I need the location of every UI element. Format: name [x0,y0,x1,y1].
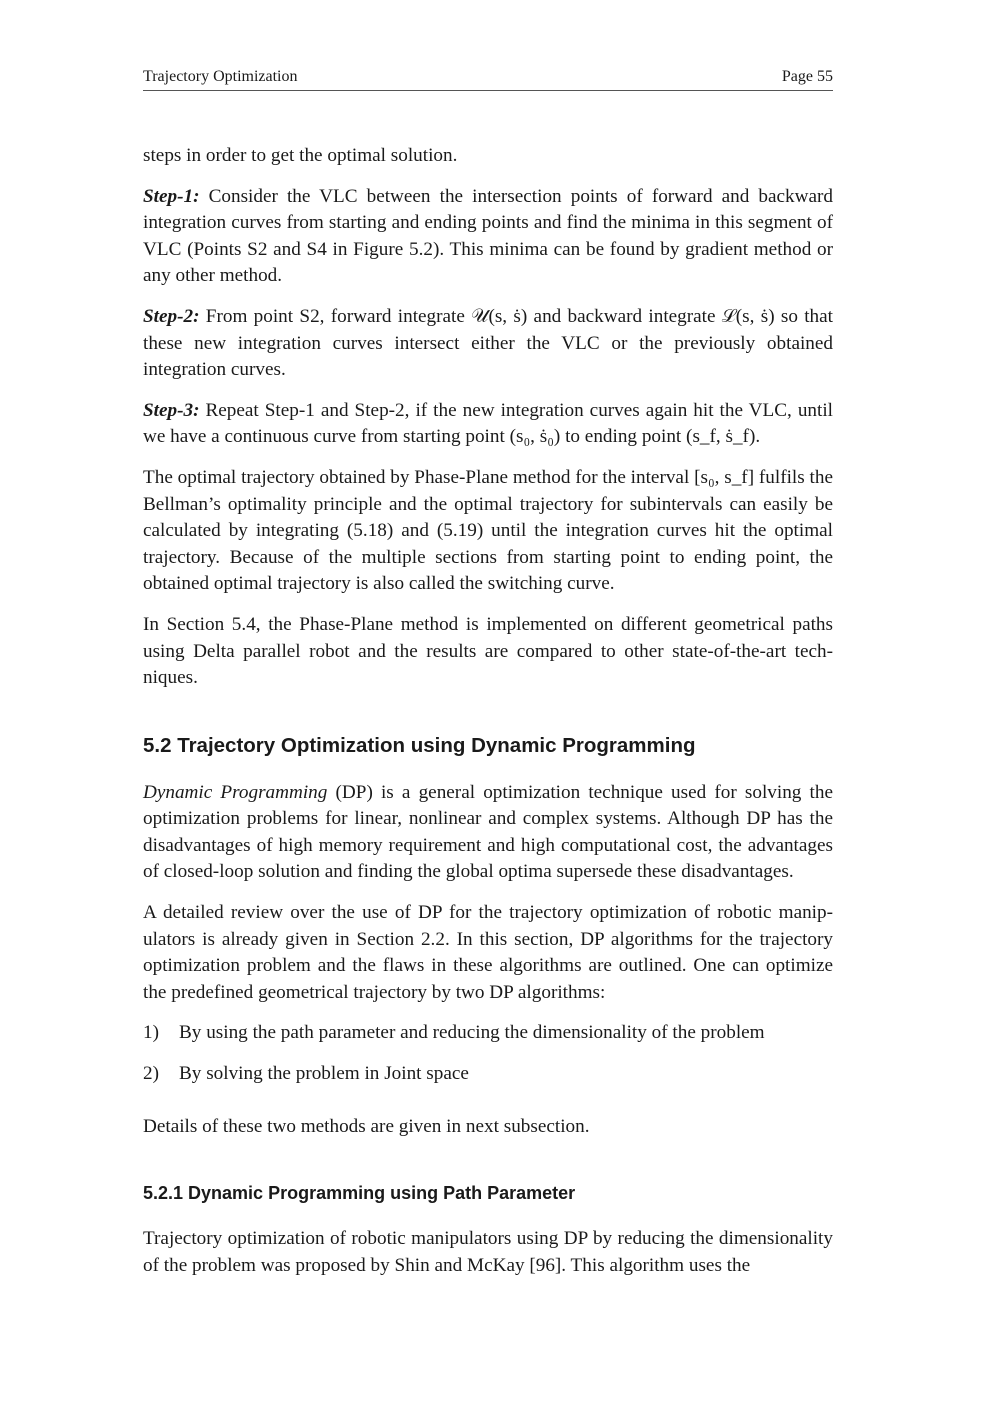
list-item-number: 2) [143,1063,159,1085]
subsection-paragraph: Trajectory optimization of robotic manipulators using DP by reducing the dimensionality of the problem was proposed by Shin and McKay [96]. This algorithm uses the [143,1228,833,1276]
list-item-number: 1) [143,1022,159,1044]
step-2-paragraph [143,304,833,384]
list-item [143,1061,833,1088]
step-3-paragraph [143,398,833,451]
section-heading: 5.2 Trajectory Optimization using Dynamic Programming [143,733,696,757]
header-title: Trajectory Optimization [143,68,298,85]
step-1-text: Consider the VLC between the intersection points of forward and backward integration curves from starting and ending points and find the minima in this segment of VLC (Points S2 and S4 in Figure 5.2). This minima can be found by gradient method or any other method. [143,185,833,287]
body-text [143,143,833,1293]
details-paragraph: Details of these two methods are given in next subsection. [143,1115,590,1137]
paragraph-continuation: steps in order to get the optimal solution. [143,145,458,166]
section-5-4-paragraph: In Section 5.4, the Phase-Plane method is implemented on different geometrical paths using Delta parallel robot and the results are compared to other state-of-the-art techniques. [143,613,833,689]
step-2-text: From point S2, forward integrate 𝒰(s, ṡ) and backward integrate ℒ(s, ṡ) so that these new integration curves intersect either the VLC or the previously obtained integration curves. [143,305,833,381]
step-1-paragraph [143,184,833,290]
step-2-label: Step-2: [143,305,200,327]
list-item-text: By solving the problem in Joint space [179,1063,469,1085]
step-3-text: Repeat Step-1 and Step-2, if the new integration curves again hit the VLC, until we have a continuous curve from starting point (s₀, ṡ₀) to ending point (s_f, ṡ_f). [143,399,833,448]
dp-review-paragraph: A detailed review over the use of DP for the trajectory optimization of robotic manipulators is already given in Section 2.2. In this section, DP algorithms for the trajectory optimization problem and the flaws in these algorithms are outlined. One can optimize the predefined geometrical trajectory by two DP algorithms: [143,902,833,1003]
page-number: Page 55 [781,68,833,85]
dp-intro-paragraph [143,780,833,886]
list-item [143,1020,833,1047]
list-item-text: By using the path parameter and reducing the dimensionality of the problem [179,1022,765,1044]
dp-algorithm-list [143,1020,833,1087]
dp-intro-text: (DP) is a general optimization technique used for solving the optimization problems for linear, nonlinear and complex systems. Although DP has the disadvantages of high memory requirement and high computational cost, the advantages of closed-loop solution and finding the global optima supersede these disadvantages. [143,781,833,883]
step-3-label: Step-3: [143,399,200,421]
step-1-label: Step-1: [143,185,200,207]
optimal-trajectory-paragraph: The optimal trajectory obtained by Phase-Plane method for the interval [s₀, s_f] fulfils the Bellman’s optimality principle and the optimal trajectory for subintervals can easily be calculated by integrating (5.18) and (5.19) until the integration curves hit the optimal trajectory. Because of the multiple sections from starting point to ending point, the obtained optimal trajectory is also called the switching curve. [143,466,833,595]
dp-term: Dynamic Programming [143,781,328,803]
running-header [143,66,833,91]
subsection-heading: 5.2.1 Dynamic Programming using Path Parameter [143,1183,576,1204]
